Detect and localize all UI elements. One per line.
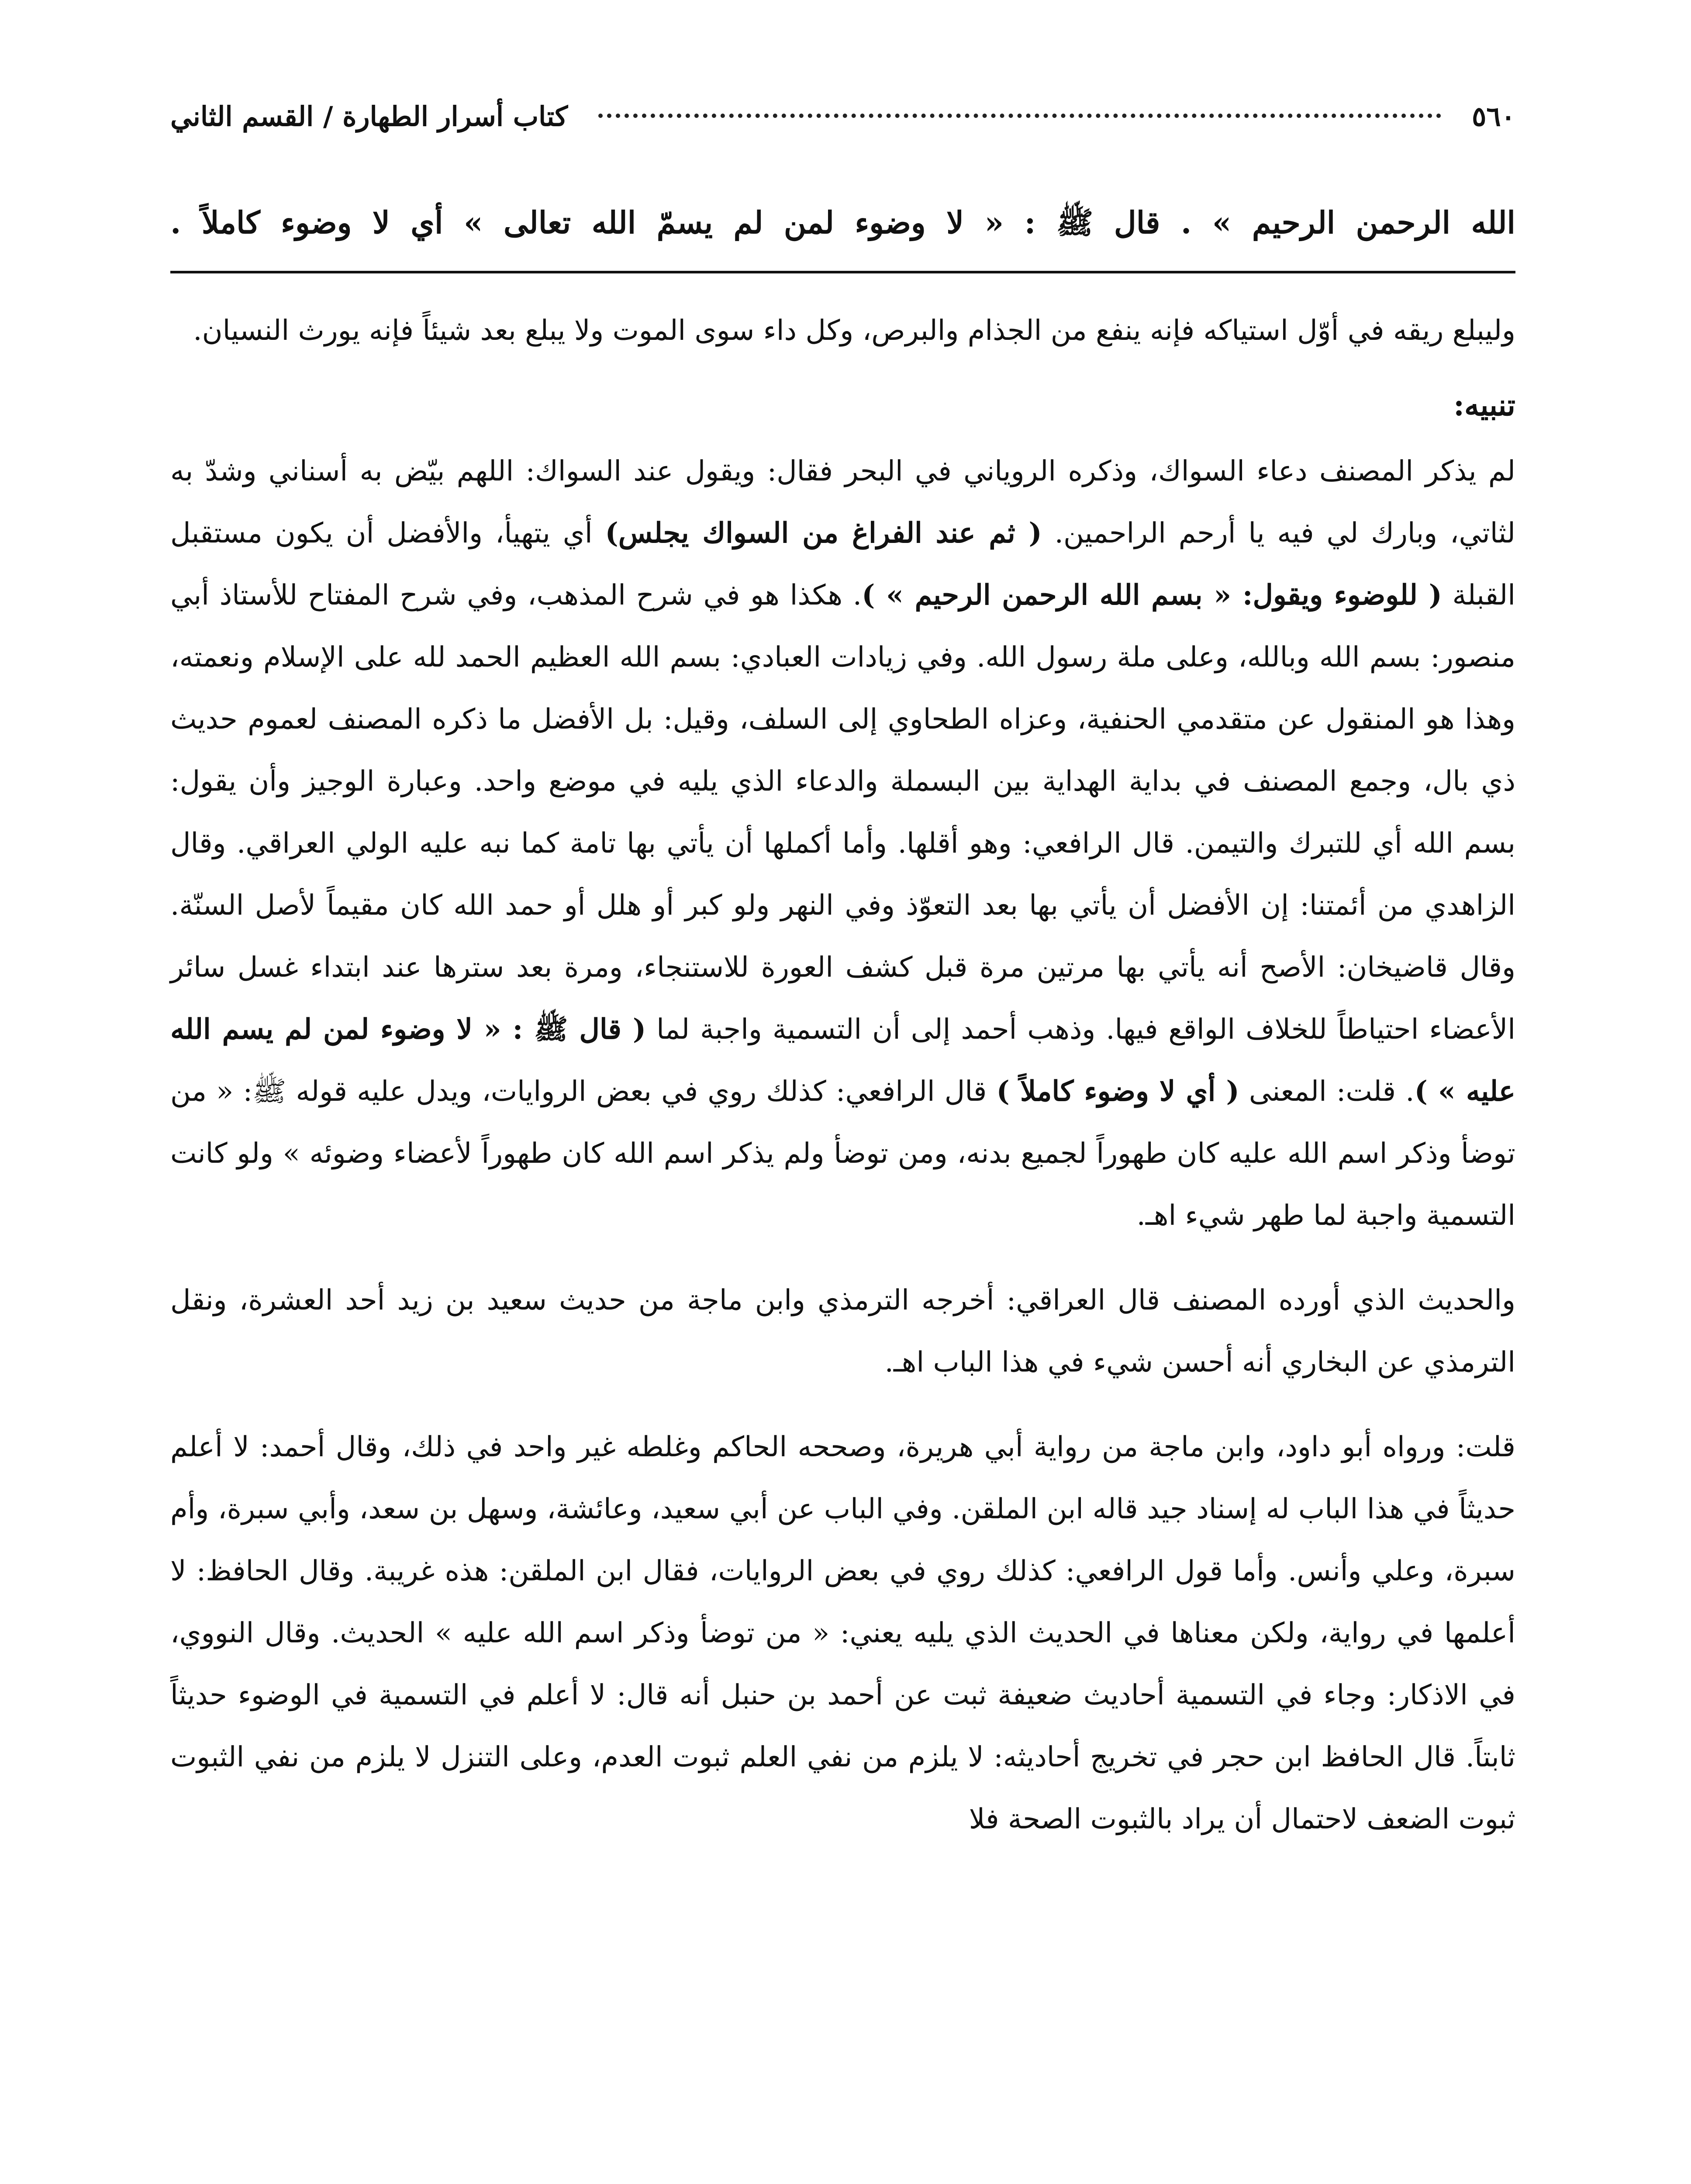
matn-quote: ( للوضوء ويقول: « بسم الله الرحمن الرحيم » )	[862, 579, 1442, 612]
commentary-intro: وليبلع ريقه في أوّل استياكه فإنه ينفع من الجذام والبرص، وكل داء سوى الموت ولا يبلع بعد شيئاً فإنه يورث النسيان.	[193, 314, 1515, 347]
text-run: قال الرافعي: كذلك روي في بعض الروايات، ويدل عليه قوله ﷺ: « من توضأ وذكر اسم الله عليه كان طهوراً لجميع بدنه، ومن توضأ ولم يذكر اسم الله كان طهوراً لأعضاء وضوئه » ولو كانت التسمية واجبة لما طهر شيء اهـ.	[170, 1075, 1515, 1232]
matn-quote: ( أي لا وضوء كاملاً )	[996, 1075, 1239, 1108]
text-run: أي يتهيأ، والأفضل أن يكون مستقبل القبلة	[170, 517, 1516, 612]
commentary-paragraph-3: قلت: ورواه أبو داود، وابن ماجة من رواية أبي هريرة، وصححه الحاكم وغلطه غير واحد في ذلك، وقال أحمد: لا أعلم حديثاً في هذا الباب له إسناد جيد قاله ابن الملقن. وفي الباب عن أبي سعيد، وعائشة، وسهل بن سعد، وأبي سبرة، وأم سبرة، وعلي وأنس. وأما قول الرافعي: كذلك روي في بعض الروايات، فقال ابن الملقن: هذه غريبة. وقال الحافظ: لا أعلمها في رواية، ولكن معناها في الحديث الذي يليه يعني: « من توضأ وذكر اسم الله عليه » الحديث. وقال النووي، في الاذكار: وجاء في التسمية أحاديث ضعيفة ثبت عن أحمد بن حنبل أنه قال: لا أعلم في التسمية في الوضوء حديثاً ثابتاً. قال الحافظ ابن حجر في تخريج أحاديثه: لا يلزم من نفي العلم ثبوت العدم، وعلى التنزل لا يلزم من نفي الثبوت ثبوت الضعف لاحتمال أن يراد بالثبوت الصحة فلا	[170, 1431, 1516, 1835]
page-number: ٥٦٠	[1472, 100, 1515, 132]
book-page	[170, 100, 1515, 2184]
matn-text: الله الرحمن الرحيم » . قال ﷺ : « لا وضوء لمن لم يسمّ الله تعالى » أي لا وضوء كاملاً .	[170, 204, 1515, 241]
header-dot-leader	[598, 114, 1441, 118]
text-run: . هكذا هو في شرح المذهب، وفي شرح المفتاح للأستاذ أبي منصور: بسم الله وبالله، وعلى ملة رسول الله. وفي زيادات العبادي: بسم الله العظيم الحمد لله على الإسلام ونعمته، وهذا هو المنقول عن متقدمي الحنفية، وعزاه الطحاوي إلى السلف، وقيل: بل الأفضل ما ذكره المصنف لعموم حديث ذي بال، وجمع المصنف في بداية الهداية بين البسملة والدعاء الذي يليه في موضع واحد. وعبارة الوجيز وأن يقول: بسم الله أي للتبرك والتيمن. قال الرافعي: وهو أقلها. وأما أكملها أن يأتي بها تامة كما نبه عليه الولي العراقي. وقال الزاهدي من أئمتنا: إن الأفضل أن يأتي بها بعد التعوّذ وفي النهر ولو كبر أو هلل أو حمد الله كان مقيماً لأصل السنّة. وقال قاضيخان: الأصح أنه يأتي بها مرتين مرة قبل كشف العورة للاستنجاء، ومرة بعد سترها عند ابتداء غسل سائر الأعضاء احتياطاً للخلاف الواقع فيها. وذهب أحمد إلى أن التسمية واجبة لما	[170, 579, 1516, 1046]
commentary-paragraph-2: والحديث الذي أورده المصنف قال العراقي: أخرجه الترمذي وابن ماجة من حديث سعيد بن زيد أحد العشرة، ونقل الترمذي عن البخاري أنه أحسن شيء في هذا الباب اهـ.	[170, 1284, 1515, 1379]
matn-quote: ( ثم عند الفراغ من السواك يجلس)	[605, 517, 1042, 549]
text-run: . قلت: المعنى	[1239, 1075, 1415, 1108]
commentary-paragraph-1	[170, 440, 1515, 1247]
running-title: كتاب أسرار الطهارة / القسم الثاني	[170, 100, 568, 132]
section-heading: تنبيه:	[1453, 388, 1515, 423]
page-header	[170, 100, 1515, 157]
matn-commentary-divider	[170, 271, 1515, 273]
text-run: لم يذكر المصنف دعاء السواك، وذكره الروياني في البحر فقال: ويقول عند السواك: اللهم بيّض به أسناني وشدّ به لثاتي، وبارك لي فيه يا أرحم الراحمين.	[170, 455, 1516, 549]
matn-quote: ( قال ﷺ : « لا وضوء لمن لم يسم الله عليه » )	[170, 1013, 1516, 1108]
